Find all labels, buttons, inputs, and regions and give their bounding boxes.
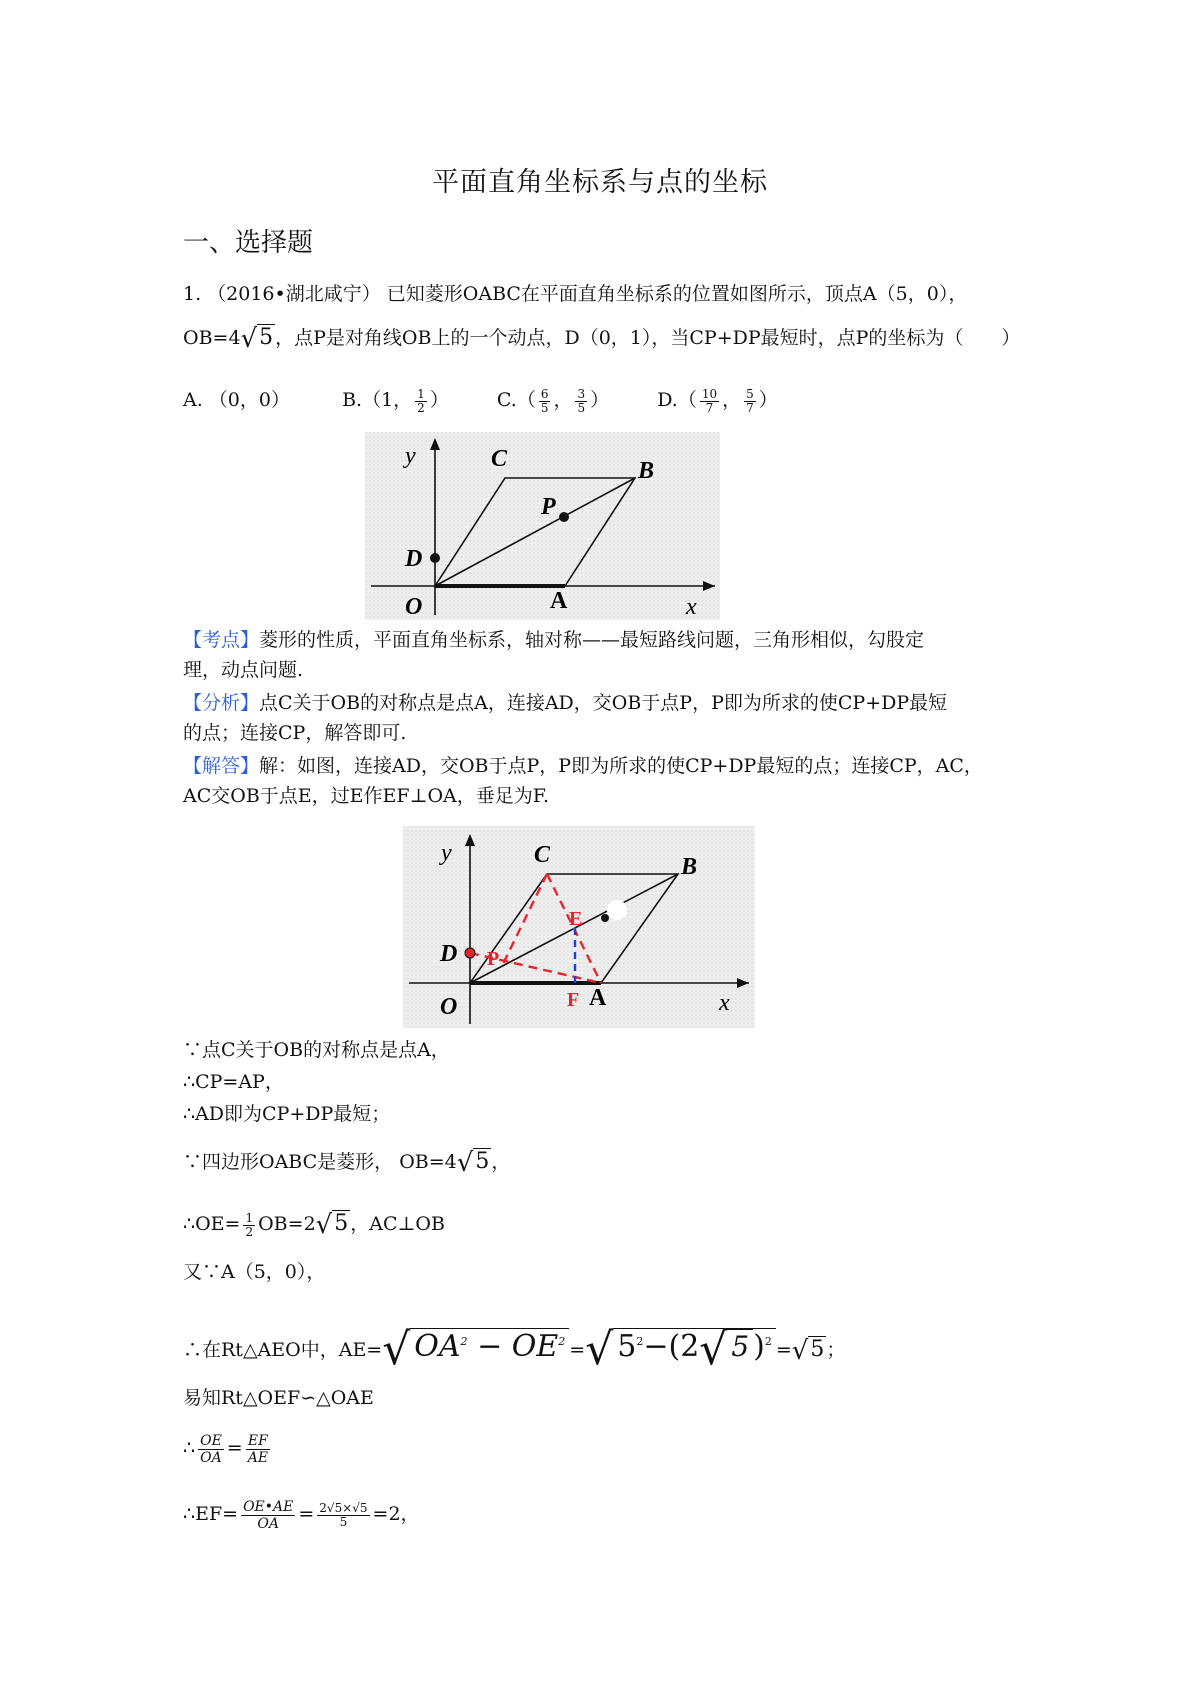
fenxi-tag: 【分析】 xyxy=(183,692,260,714)
choices-row xyxy=(183,386,778,415)
point-d xyxy=(430,553,440,563)
label-d: D xyxy=(440,941,458,967)
kaodian-tag: 【考点】 xyxy=(183,629,260,651)
label-p: P xyxy=(541,494,556,520)
figure-1-background xyxy=(365,432,720,620)
step-6: 又∵A（5，0）， xyxy=(183,1261,326,1283)
problem-line-2-text: ，点P是对角线OB上的一个动点，D（0，1），当CP+DP最短时，点P的坐标为（ ） xyxy=(275,327,1021,349)
step-8: 易知Rt△OEF∽△OAE xyxy=(183,1387,374,1409)
step-9: ∴ $\frac{OE}{OA}$ = $\frac{EF}{AE}$ xyxy=(183,1432,269,1466)
sqrt-icon: √5 xyxy=(315,1210,349,1240)
problem-line-1: 1. （2016•湖北咸宁） 已知菱形OABC在平面直角坐标系的位置如图所示，顶点A（5，0）， xyxy=(183,283,968,305)
choice-a: A. （0，0） xyxy=(183,389,290,411)
label-b: B xyxy=(638,458,655,484)
step-3: ∴AD即为CP+DP最短； xyxy=(183,1103,391,1125)
step-4: ∵四边形OABC是菱形， OB=4√5 ， xyxy=(183,1148,511,1178)
page-title: 平面直角坐标系与点的坐标 xyxy=(432,167,768,198)
label-p: P xyxy=(487,948,500,970)
rhombus-figure-2 xyxy=(403,826,755,1028)
choice-b: B.（1， $\frac{1}{2}$ ） xyxy=(342,386,449,415)
point-p xyxy=(559,512,569,522)
step-5: ∴OE= $\frac{1}{2}$ OB=2√5 ，AC⊥OB xyxy=(183,1210,445,1240)
label-e: E xyxy=(569,908,583,930)
label-f: F xyxy=(567,989,580,1011)
label-a: A xyxy=(550,588,568,614)
label-o: O xyxy=(405,594,423,620)
sqrt-icon: √ $OA^2 - OE^2$ xyxy=(382,1320,569,1372)
sqrt-icon: √ $5^2-(2√$ 5 )$^2$ xyxy=(585,1320,776,1372)
label-y: y xyxy=(441,840,452,866)
figure-2-white-spot xyxy=(607,900,627,920)
point-d xyxy=(465,948,475,958)
choice-c: C.（ $\frac{6}{5}$ ， $\frac{3}{5}$ ） xyxy=(496,386,610,415)
sqrt-icon: √5 xyxy=(791,1336,825,1366)
jieda-line-1: 【解答】解：如图，连接AD，交OB于点P，P即为所求的使CP+DP最短的点；连接CP，AC， xyxy=(183,755,983,777)
label-x: x xyxy=(719,990,730,1016)
sqrt-icon: √5 xyxy=(240,324,274,354)
jieda-tag: 【解答】 xyxy=(183,755,260,777)
label-b: B xyxy=(681,854,698,880)
step-7: ∴在Rt△AEO中，AE=√ $OA^2 - OE^2$ =√ $5^2-(2√$ 5 )$^2$ =√5 ； xyxy=(183,1320,845,1373)
label-d: D xyxy=(405,546,423,572)
ob-label: OB=4 xyxy=(183,327,241,349)
label-o: O xyxy=(440,994,458,1020)
label-x: x xyxy=(686,594,697,620)
choice-d: D.（ $\frac{10}{7}$ ， $\frac{5}{7}$ ） xyxy=(657,386,778,415)
kaodian-line-1: 【考点】菱形的性质，平面直角坐标系，轴对称——最短路线问题，三角形相似，勾股定 xyxy=(183,629,925,651)
section-heading: 一、选择题 xyxy=(183,228,314,258)
step-10: ∴EF= $\frac{OE•AE}{OA}$ = $\frac{2√5\times√5}{5}$ =2， xyxy=(183,1498,420,1532)
point-on-ob xyxy=(601,914,609,922)
label-c: C xyxy=(534,842,551,868)
label-a: A xyxy=(589,985,607,1011)
jieda-line-2: AC交OB于点E，过E作EF⊥OA，垂足为F. xyxy=(183,785,550,807)
sqrt-icon: √5 xyxy=(456,1148,490,1178)
step-1: ∵点C关于OB的对称点是点A， xyxy=(183,1039,450,1061)
label-y: y xyxy=(405,443,416,469)
step-2: ∴CP=AP， xyxy=(183,1071,284,1093)
label-c: C xyxy=(491,446,508,472)
fenxi-line-2: 的点；连接CP，解答即可. xyxy=(183,722,407,744)
fenxi-line-1: 【分析】点C关于OB的对称点是点A，连接AD，交OB于点P，P即为所求的使CP+DP最短 xyxy=(183,692,948,714)
rhombus-figure-1 xyxy=(365,432,720,620)
problem-line-2 xyxy=(183,324,1020,353)
kaodian-line-2: 理，动点问题. xyxy=(183,659,304,681)
